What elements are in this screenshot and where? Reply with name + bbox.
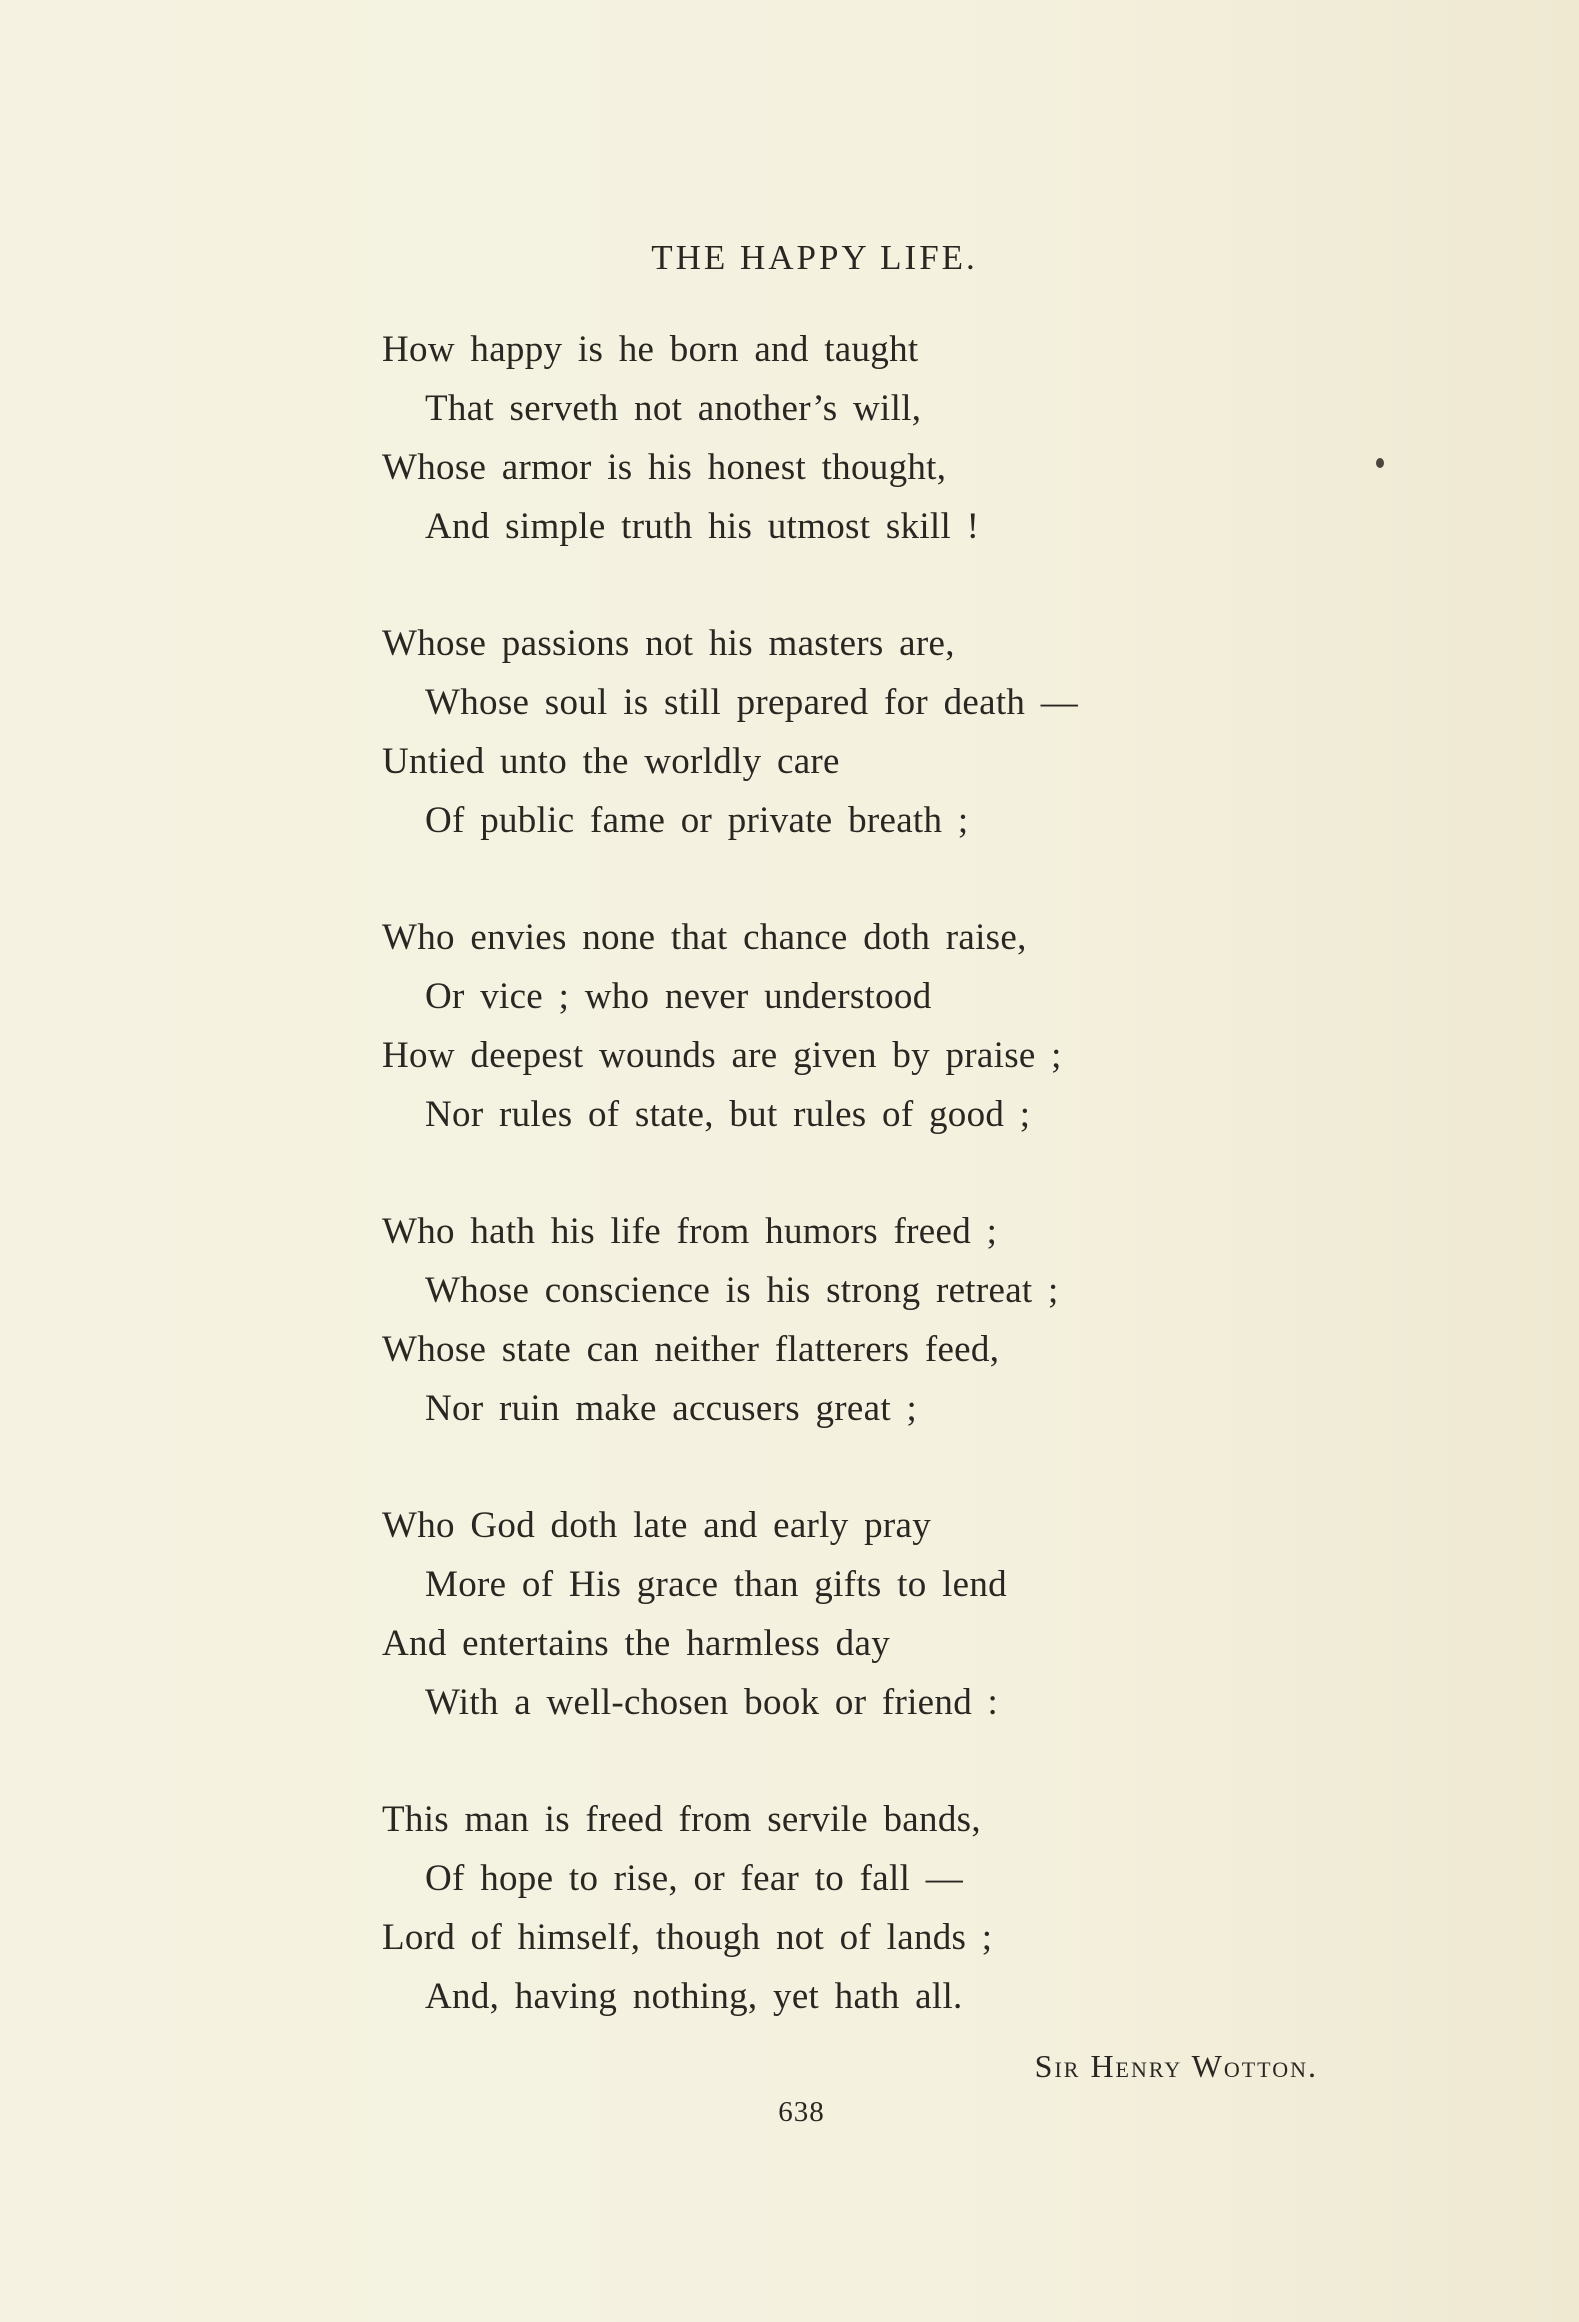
ink-speck [1376,458,1384,468]
poem-body [382,320,1382,2084]
poem-line: Whose soul is still prepared for death — [425,682,1079,723]
stanza [382,1790,1382,2026]
poem-line: Of hope to rise, or fear to fall — [425,1858,964,1899]
poem-line: Or vice ; who never understood [425,976,932,1017]
poem-line: Untied unto the worldly care [382,741,840,782]
poem-line: Whose conscience is his strong retreat ; [425,1270,1059,1311]
poem-line: With a well-chosen book or friend : [425,1682,999,1723]
poem-line: And simple truth his utmost skill ! [425,506,980,547]
poem-line: Who hath his life from humors freed ; [382,1211,998,1252]
page-number: 638 [778,2096,825,2128]
stanza [382,1202,1382,1438]
poem-line: How deepest wounds are given by praise ; [382,1035,1062,1076]
poem-line: And, having nothing, yet hath all. [425,1976,963,2017]
poem-line: Of public fame or private breath ; [425,800,969,841]
poem-line: How happy is he born and taught [382,329,919,370]
poem-line: Nor rules of state, but rules of good ; [425,1094,1031,1135]
poem-line: Who envies none that chance doth raise, [382,917,1027,958]
stanza [382,1496,1382,1732]
poem-line: Lord of himself, though not of lands ; [382,1917,993,1958]
poem-line: This man is freed from servile bands, [382,1799,981,1840]
stanza [382,908,1382,1144]
poem-line: Nor ruin make accusers great ; [425,1388,918,1429]
poem-line: And entertains the harmless day [382,1623,890,1664]
poem-line: Who God doth late and early pray [382,1505,932,1546]
poem-line: That serveth not another’s will, [425,388,922,429]
poem-line: Whose passions not his masters are, [382,623,955,664]
stanza [382,320,1382,556]
poem-line: More of His grace than gifts to lend [425,1564,1007,1605]
poem-attribution: Sir Henry Wotton. [1034,2048,1318,2084]
poem-title: THE HAPPY LIFE. [651,238,978,277]
poem-line: Whose state can neither flatterers feed, [382,1329,1000,1370]
stanza [382,614,1382,850]
poem-line: Whose armor is his honest thought, [382,447,947,488]
